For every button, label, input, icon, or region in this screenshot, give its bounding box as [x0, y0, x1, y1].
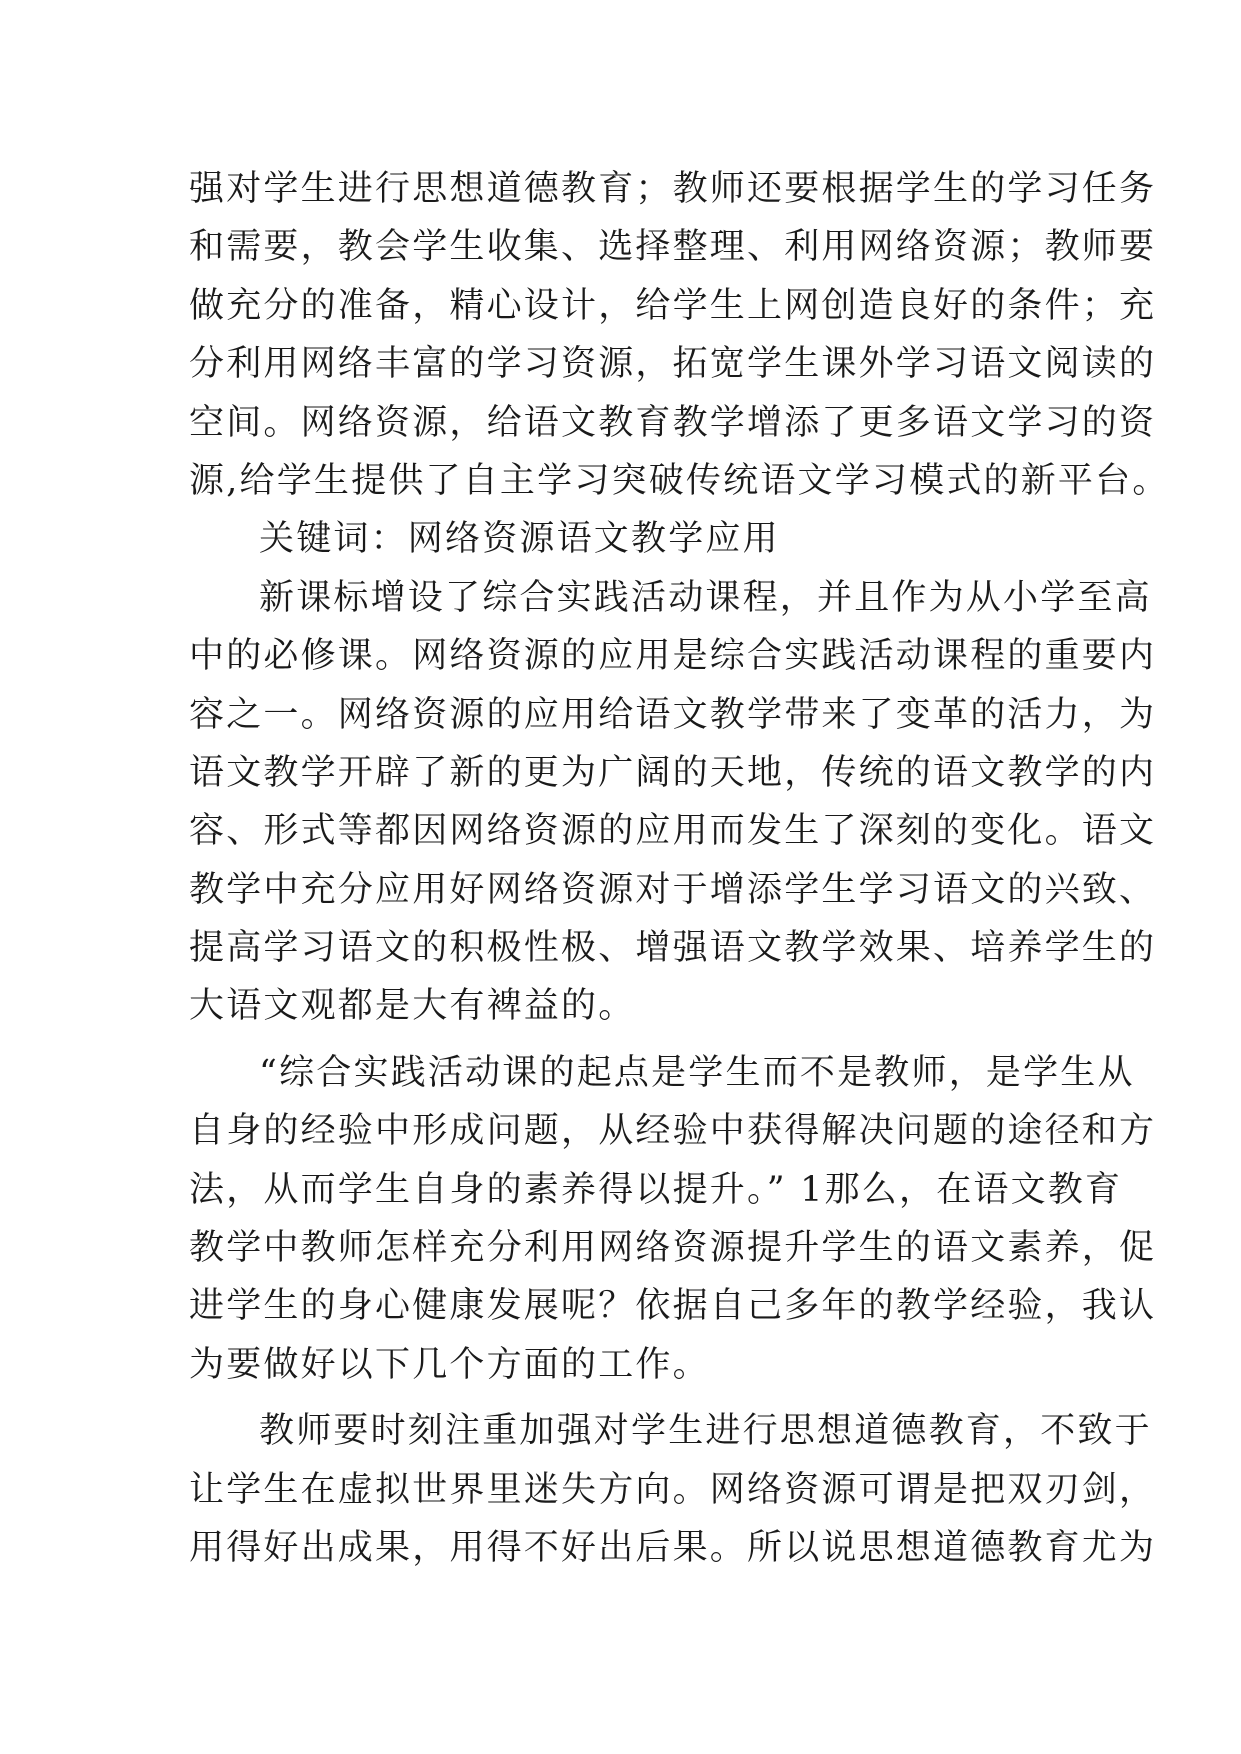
quote-paragraph-start-line: “综合实践活动课的起点是学生而不是教师，是学生从 — [259, 1052, 1135, 1093]
text-line: 空间。网络资源，给语文教育教学增添了更多语文学习的资 — [189, 402, 1157, 443]
text-line: 和需要，教会学生收集、选择整理、利用网络资源；教师要 — [189, 227, 1157, 268]
text-line: 做充分的准备，精心设计，给学生上网创造良好的条件；充 — [189, 285, 1157, 326]
keywords-line: 关键词：网络资源语文教学应用 — [259, 519, 780, 560]
paragraph-start-line: 教师要时刻注重加强对学生进行思想道德教育，不致于 — [259, 1411, 1152, 1452]
text-line: 中的必修课。网络资源的应用是综合实践活动课程的重要内 — [189, 636, 1157, 677]
text-line: 容、形式等都因网络资源的应用而发生了深刻的变化。语文 — [189, 811, 1157, 852]
document-body — [189, 160, 1170, 1577]
text-line: 教学中教师怎样充分利用网络资源提升学生的语文素养，促 — [189, 1228, 1157, 1269]
text-line: 大语文观都是大有裨益的。 — [189, 986, 636, 1027]
text-line: 强对学生进行思想道德教育；教师还要根据学生的学习任务 — [189, 169, 1157, 209]
text-line: 自身的经验中形成问题，从经验中获得解决问题的途径和方 — [189, 1111, 1157, 1152]
text-line: 进学生的身心健康发展呢？依据自己多年的教学经验，我认 — [189, 1286, 1157, 1327]
text-line: 为要做好以下几个方面的工作。 — [189, 1344, 710, 1385]
text-line: 容之一。网络资源的应用给语文教学带来了变革的活力，为 — [189, 694, 1157, 735]
text-line: 用得好出成果，用得不好出后果。所以说思想道德教育尤为 — [189, 1527, 1157, 1568]
text-line: 教学中充分应用好网络资源对于增添学生学习语文的兴致、 — [189, 869, 1157, 910]
text-line: 让学生在虚拟世界里迷失方向。网络资源可谓是把双刃剑， — [189, 1469, 1157, 1510]
text-line: 语文教学开辟了新的更为广阔的天地，传统的语文教学的内 — [189, 752, 1157, 793]
text-line: 提高学习语文的积极性极、增强语文教学效果、培养学生的 — [189, 928, 1157, 969]
text-line: 源,给学生提供了自主学习突破传统语文学习模式的新平台。 — [189, 460, 1170, 501]
text-line: 分利用网络丰富的学习资源，拓宽学生课外学习语文阅读的 — [189, 344, 1157, 385]
paragraph-start-line: 新课标增设了综合实践活动课程，并且作为从小学至高 — [259, 577, 1152, 618]
text-line: 法，从而学生自身的素养得以提升。” 1那么，在语文教育 — [189, 1169, 1123, 1210]
